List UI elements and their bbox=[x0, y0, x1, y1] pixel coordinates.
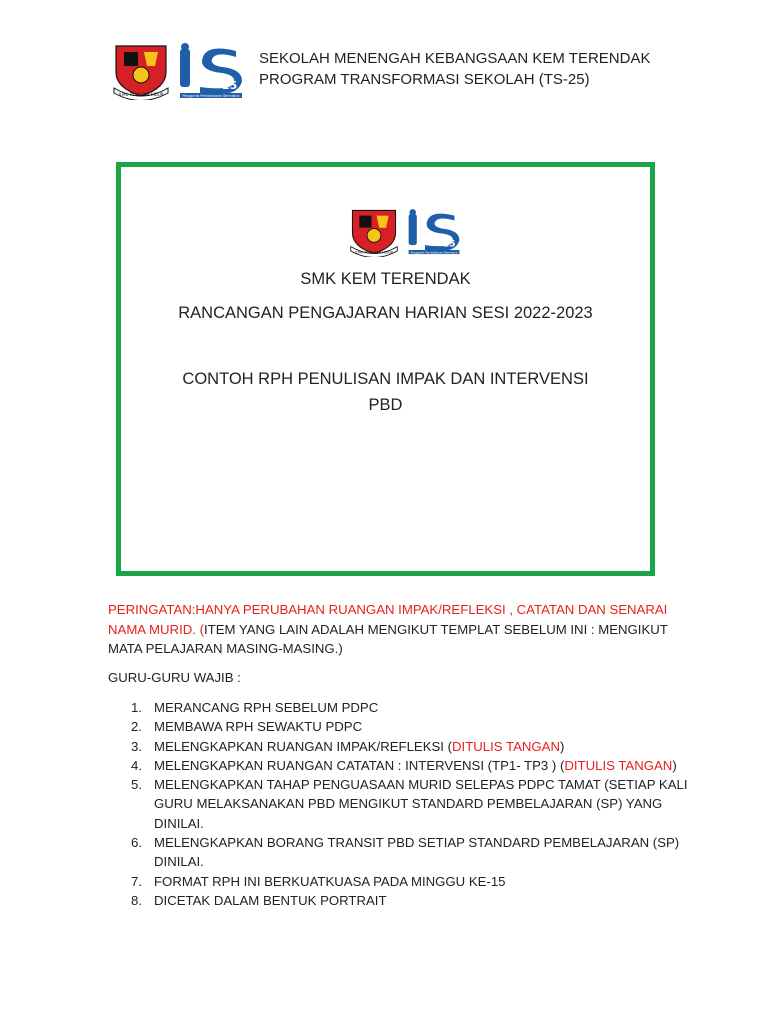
list-item bbox=[108, 717, 698, 736]
list-item bbox=[108, 698, 698, 717]
list-text-tail: ) bbox=[672, 757, 677, 773]
cover-logos bbox=[347, 207, 461, 257]
cover-school-title: SMK KEM TERENDAK bbox=[300, 270, 471, 288]
cover-frame bbox=[116, 162, 655, 576]
list-number: 2. bbox=[131, 719, 142, 735]
list-text: FORMAT RPH INI BERKUATKUASA PADA MINGGU KE-15 bbox=[154, 873, 506, 889]
ts25-logo bbox=[178, 43, 244, 99]
guru-wajib-heading: GURU-GURU WAJIB : bbox=[108, 670, 241, 685]
cover-example-line1: CONTOH RPH PENULISAN IMPAK DAN INTERVENSI bbox=[182, 370, 589, 388]
list-number: 8. bbox=[131, 892, 142, 908]
list-item bbox=[108, 833, 698, 872]
list-number: 6. bbox=[131, 835, 142, 851]
list-number: 7. bbox=[131, 873, 142, 889]
header-logos bbox=[110, 42, 244, 100]
list-item bbox=[108, 756, 698, 775]
list-text: DICETAK DALAM BENTUK PORTRAIT bbox=[154, 892, 387, 908]
ts25-number: 25 bbox=[443, 239, 456, 250]
list-text: MEMBAWA RPH SEWAKTU PDPC bbox=[154, 719, 363, 735]
cover-example-line2: PBD bbox=[368, 396, 403, 414]
list-handwritten-note: DITULIS TANGAN bbox=[564, 757, 673, 773]
header-text bbox=[259, 48, 651, 90]
list-text: MERANCANG RPH SEBELUM PDPC bbox=[154, 700, 379, 715]
document-header bbox=[110, 42, 710, 102]
crest-motto: ILMU PANDUAN HIDUP bbox=[354, 250, 394, 255]
warning-note bbox=[108, 600, 693, 659]
ts25-logo bbox=[407, 208, 461, 256]
list-text: MELENGKAPKAN BORANG TRANSIT PBD SETIAP STANDARD PEMBELAJARAN (SP) DINILAI. bbox=[154, 835, 680, 870]
crest-motto: ILMU PANDUAN HIDUP bbox=[118, 92, 164, 97]
cover-example-title bbox=[121, 366, 650, 418]
list-number: 1. bbox=[131, 700, 142, 715]
list-handwritten-note: DITULIS TANGAN bbox=[452, 738, 560, 754]
warning-black-text: ITEM YANG LAIN ADALAH MENGIKUT TEMPLAT SEBELUM INI : MENGIKUT MATA PELAJARAN MASING-MASING.) bbox=[108, 621, 668, 656]
warning-red-text: PERINGATAN:HANYA PERUBAHAN RUANGAN IMPAK/REFLEKSI , CATATAN DAN SENARAI NAMA MURID. ( bbox=[108, 602, 668, 637]
header-school-name: SEKOLAH MENENGAH KEBANGSAAN KEM TERENDAK bbox=[259, 50, 651, 67]
list-text: MELENGKAPKAN RUANGAN CATATAN : INTERVENSI (TP1- TP3 ) ( bbox=[154, 757, 565, 773]
school-crest-logo bbox=[347, 207, 401, 257]
ts25-caption: Penggerak Pembelajaran Bermakna bbox=[182, 94, 240, 98]
ts25-caption: Penggerak Pembelajaran Bermakna bbox=[410, 251, 458, 255]
school-crest-logo bbox=[110, 42, 172, 100]
list-item bbox=[108, 891, 698, 910]
list-number: 3. bbox=[131, 738, 142, 754]
ts25-number: 25 bbox=[222, 79, 238, 92]
header-program-name: PROGRAM TRANSFORMASI SEKOLAH (TS-25) bbox=[259, 71, 590, 88]
list-text: MELENGKAPKAN TAHAP PENGUASAAN MURID SELEPAS PDPC TAMAT (SETIAP KALI GURU MELAKSANAKAN PBD MENGIKUT STANDARD PEMBELAJARAN (SP) YANG DINILAI. bbox=[154, 777, 688, 831]
list-text: MELENGKAPKAN RUANGAN IMPAK/REFLEKSI ( bbox=[154, 738, 453, 754]
list-number: 4. bbox=[131, 757, 142, 773]
list-item bbox=[108, 775, 698, 833]
cover-plan-title: RANCANGAN PENGAJARAN HARIAN SESI 2022-2023 bbox=[178, 304, 593, 322]
duties-list bbox=[108, 698, 698, 910]
list-item bbox=[108, 872, 698, 891]
list-text-tail: ) bbox=[559, 738, 565, 754]
list-number: 5. bbox=[131, 777, 142, 793]
list-item bbox=[108, 737, 698, 756]
